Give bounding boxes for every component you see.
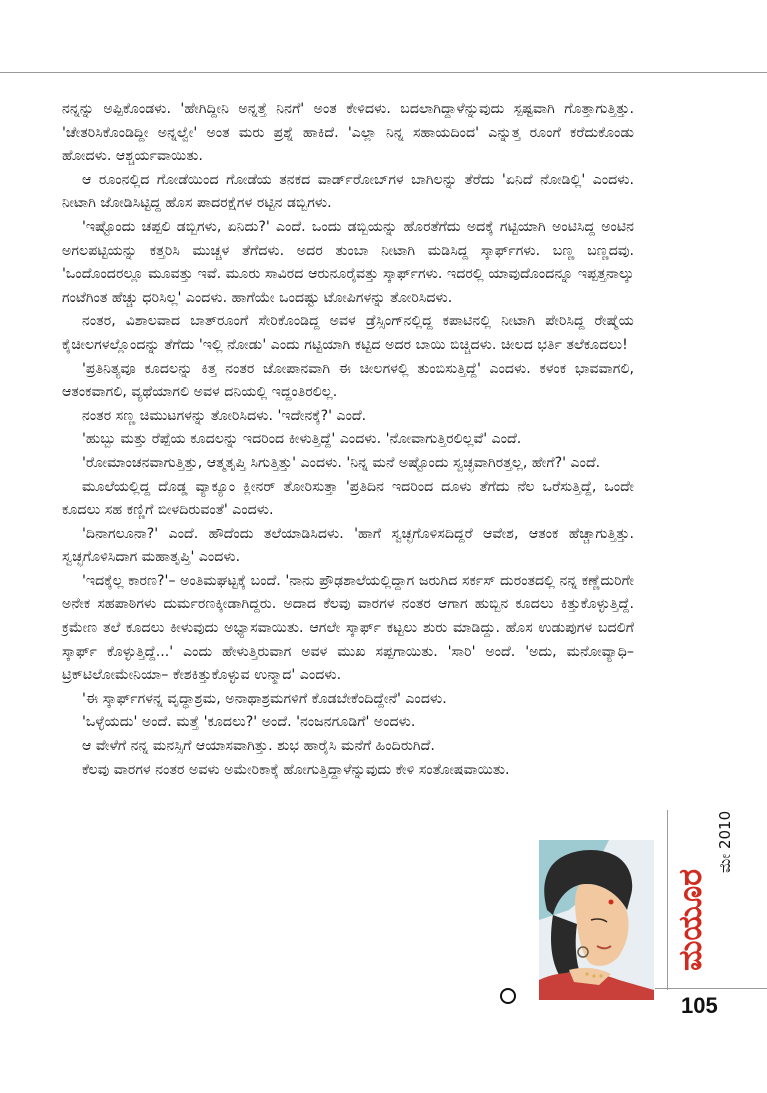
paragraph: 'ಈ ಸ್ಕಾರ್ಫ್‌ಗಳನ್ನ ವೃದ್ಧಾಶ್ರಮ, ಅನಾಥಾಶ್ರಮಗಳಿಗೆ ಕೊಡಬೇಕೆಂದಿದ್ದೇನೆ' ಎಂದಳು. [82, 690, 447, 707]
paragraph: 'ರೋಮಾಂಚನವಾಗುತ್ತಿತ್ತು, ಆತ್ಮತೃಪ್ತಿ ಸಿಗುತ್ತಿತ್ತು' ಎಂದಳು. 'ನಿನ್ನ ಮನೆ ಅಷ್ಟೊಂದು ಸ್ವಚ್ಛವಾಗಿರತ್ತಲ್ಲ, ಹೇಗೆ?' ಎಂದೆ. [82, 454, 601, 471]
paragraph: ನನ್ನನ್ನು ಅಪ್ಪಿಕೊಂಡಳು. 'ಹೇಗಿದ್ದೀನಿ ಅನ್ನತ್ತೆ ನಿನಗೆ' ಅಂತ ಕೇಳಿದಳು. ಬದಲಾಗಿದ್ದಾಳೆನ್ನುವುದು ಸ್ಪಷ್ಟವಾಗಿ ಗೊತ್ತಾಗುತ್ತಿತ್ತು. 'ಚೇತರಿಸಿಕೊಂಡಿದ್ದೀ ಅನ್ನಲ್ವೇ' ಅಂತ ಮರು ಪ್ರಶ್ನೆ ಹಾಕಿದೆ. 'ಎಲ್ಲಾ ನಿನ್ನ ಸಹಾಯದಿಂದ' ಎನ್ನುತ್ತ ರೂಂಗೆ ಕರೆದುಕೊಂಡು ಹೋದಳು. ಆಶ್ಚರ್ಯವಾಯಿತು. [62, 101, 634, 165]
magazine-masthead [670, 785, 760, 975]
paragraph: ಆ ವೇಳೆಗೆ ನನ್ನ ಮನಸ್ಸಿಗೆ ಆಯಾಸವಾಗಿತ್ತು. ಶುಭ ಹಾರೈಸಿ ಮನೆಗೆ ಹಿಂದಿರುಗಿದೆ. [82, 738, 435, 755]
paragraph: ಮೂಲೆಯಲ್ಲಿದ್ದ ದೊಡ್ಡ ವ್ಯಾಕ್ಯೂಂ ಕ್ಲೀನರ್ ತೋರಿಸುತ್ತಾ 'ಪ್ರತಿದಿನ ಇದರಿಂದ ದೂಳು ತೆಗೆದು ನೆಲ ಒರೆಸುತ್ತಿದ್ದೆ, ಒಂದೇ ಕೂದಲು ಸಹ ಕಣ್ಣಿಗೆ ಬೀಳದಿರುವಂತೆ' ಎಂದಳು. [62, 478, 634, 519]
paragraph: 'ಹುಬ್ಬು ಮತ್ತು ರೆಪ್ಪೆಯ ಕೂದಲನ್ನು ಇದರಿಂದ ಕೀಳುತ್ತಿದ್ದೆ' ಎಂದಳು. 'ನೋವಾಗುತ್ತಿರಲಿಲ್ಲವೆ' ಎಂದೆ. [82, 431, 522, 448]
issue-date: ಮೇ 2010 [716, 810, 734, 873]
paragraph: 'ಇದಕ್ಕೆಲ್ಲ ಕಾರಣ?'– ಅಂತಿಮಘಟ್ಟಕ್ಕೆ ಬಂದೆ. 'ನಾನು ಪ್ರೌಢಶಾಲೆಯಲ್ಲಿದ್ದಾಗ ಜರುಗಿದ ಸರ್ಕಸ್ ದುರಂತದಲ್ಲಿ ನನ್ನ ಕಣ್ಣೆದುರಿಗೇ ಅನೇಕ ಸಹಪಾಠಿಗಳು ದುರ್ಮರಣಕ್ಕೀಡಾಗಿದ್ದರು. ಅದಾದ ಕೆಲವು ವಾರಗಳ ನಂತರ ಆಗಾಗ ಹುಬ್ಬಿನ ಕೂದಲು ಕಿತ್ತುಕೊಳ್ಳುತ್ತಿದ್ದೆ. ಕ್ರಮೇಣ ತಲೆ ಕೂದಲು ಕೀಳುವುದು ಅಭ್ಯಾಸವಾಯಿತು. ಆಗಲೇ ಸ್ಕಾರ್ಫ್ ಕಟ್ಟಲು ಶುರು ಮಾಡಿದ್ದು. ಹೊಸ ಉಡುಪುಗಳ ಬದಲಿಗೆ ಸ್ಕಾರ್ಫ್ ಕೊಳ್ಳುತ್ತಿದ್ದೆ...' ಎಂದು ಹೇಳುತ್ತಿರುವಾಗ ಅವಳ ಮುಖ ಸಪ್ಪಗಾಯಿತು. 'ಸಾರಿ' ಅಂದೆ. 'ಅದು, ಮನೋವ್ಯಾಧಿ– ಟ್ರಿಕ್‌ಟಿಲೋಮೇನಿಯಾ– ಕೇಶಕಿತ್ತುಕೊಳ್ಳುವ ಉನ್ಮಾದ' ಎಂದಳು. [62, 572, 634, 684]
paragraph: ಆ ರೂಂನಲ್ಲಿದ ಗೋಡೆಯಿಂದ ಗೋಡೆಯ ತನಕದ ವಾರ್ಡ್‌ರೋಬ್‌ಗಳ ಬಾಗಿಲನ್ನು ತೆರೆದು 'ಏನಿದೆ ನೋಡಿಲ್ಲಿ' ಎಂದಳು. ನೀಟಾಗಿ ಜೋಡಿಸಿಟ್ಟಿದ್ದ ಹೊಸ ಪಾದರಕ್ಷೆಗಳ ರಟ್ಟಿನ ಡಬ್ಬಿಗಳು. [62, 171, 634, 212]
woman-portrait-illustration [539, 840, 654, 1000]
end-of-article-mark [500, 988, 516, 1004]
paragraph: ನಂತರ, ವಿಶಾಲವಾದ ಬಾತ್‌ರೂಂಗೆ ಸೇರಿಕೊಂಡಿದ್ದ ಅವಳ ಡ್ರೆಸ್ಸಿಂಗ್‌ನಲ್ಲಿದ್ದ ಕಪಾಟಿನಲ್ಲಿ ನೀಟಾಗಿ ಪೇರಿಸಿದ್ದ ರೇಷ್ಮೆಯ ಕೈಚೀಲಗಳಲ್ಲೊಂದನ್ನು ತೆಗೆದು 'ಇಲ್ಲಿ ನೋಡು' ಎಂದು ಗಟ್ಟಿಯಾಗಿ ಕಟ್ಟಿದ ಅದರ ಬಾಯಿ ಬಿಚ್ಚಿದಳು. ಚೀಲದ ಭರ್ತಿ ತಲೆಕೂದಲು! [62, 313, 634, 353]
masthead-divider [667, 810, 668, 990]
page-number: 105 [681, 993, 718, 1018]
paragraph: 'ಒಳ್ಳೆಯದು' ಅಂದೆ. ಮತ್ತೆ 'ಕೂದಲು?' ಅಂದೆ. 'ನಂಜನಗೂಡಿಗೆ' ಅಂದಳು. [82, 714, 416, 731]
paragraph: 'ದಿನಾಗಲೂನಾ?' ಎಂದೆ. ಹೌದೆಂದು ತಲೆಯಾಡಿಸಿದಳು. 'ಹಾಗೆ ಸ್ವಚ್ಛಗೊಳಿಸದಿದ್ದರೆ ಆವೇಶ, ಆತಂಕ ಹೆಚ್ಚಾಗುತ್ತಿತ್ತು. ಸ್ವಚ್ಛಗೊಳಿಸಿದಾಗ ಮಹಾತೃಪ್ತಿ' ಎಂದಳು. [62, 525, 634, 566]
page-number-rule [655, 988, 767, 989]
paragraph: ಕೆಲವು ವಾರಗಳ ನಂತರ ಅವಳು ಅಮೇರಿಕಾಕ್ಕೆ ಹೋಗುತ್ತಿದ್ದಾಳೆನ್ನುವುದು ಕೇಳಿ ಸಂತೋಷವಾಯಿತು. [82, 761, 510, 778]
paragraph: 'ಪ್ರತಿನಿತ್ಯವೂ ಕೂದಲನ್ನು ಕಿತ್ತ ನಂತರ ಜೋಪಾನವಾಗಿ ಈ ಚೀಲಗಳಲ್ಲಿ ತುಂಬಿಸುತ್ತಿದ್ದೆ' ಎಂದಳು. ಕಳಂಕ ಭಾವವಾಗಲಿ, ಆತಂಕವಾಗಲಿ, ವ್ಯಥೆಯಾಗಲಿ ಅವಳ ದನಿಯಲ್ಲಿ ಇದ್ದಂತಿರಲಿಲ್ಲ. [62, 360, 634, 401]
paragraph: 'ಇಷ್ಟೊಂದು ಚಪ್ಪಲಿ ಡಬ್ಬಿಗಳು, ಏನಿದು?' ಎಂದೆ. ಒಂದು ಡಬ್ಬಿಯನ್ನು ಹೊರತೆಗೆದು ಅದಕ್ಕೆ ಗಟ್ಟಿಯಾಗಿ ಅಂಟಿಸಿದ್ದ ಅಂಟಿನ ಅಗಲಪಟ್ಟಿಯನ್ನು ಕತ್ತರಿಸಿ ಮುಚ್ಚಳ ತೆಗೆದಳು. ಅದರ ತುಂಬಾ ನೀಟಾಗಿ ಮಡಿಸಿದ್ದ ಸ್ಕಾರ್ಫ್‌ಗಳು. ಬಣ್ಣ ಬಣ್ಣದವು. 'ಒಂದೊಂದರಲ್ಲೂ ಮೂವತ್ತು ಇವೆ. ಮೂರು ಸಾವಿರದ ಆರುನೂರೈವತ್ತು ಸ್ಕಾರ್ಫ್‌ಗಳು. ಇದರಲ್ಲಿ ಯಾವುದೊಂದನ್ನೂ ಇಪ್ಪತ್ತನಾಲ್ಕು ಗಂಟೆಗಿಂತ ಹೆಚ್ಚು ಧರಿಸಿಲ್ಲ' ಎಂದಳು. ಹಾಗೆಯೇ ಒಂದಷ್ಟು ಟೋಪಿಗಳನ್ನು ತೋರಿಸಿದಳು. [62, 218, 634, 306]
svg-text:ಮಯೂರ: ಮಯೂರ [671, 868, 709, 971]
top-divider [0, 72, 767, 73]
paragraph: ನಂತರ ಸಣ್ಣ ಚಿಮುಟಗಳನ್ನು ತೋರಿಸಿದಳು. 'ಇದೇನಕ್ಕೆ?' ಎಂದೆ. [82, 407, 367, 424]
magazine-logo [670, 785, 710, 975]
article-body [62, 98, 634, 782]
